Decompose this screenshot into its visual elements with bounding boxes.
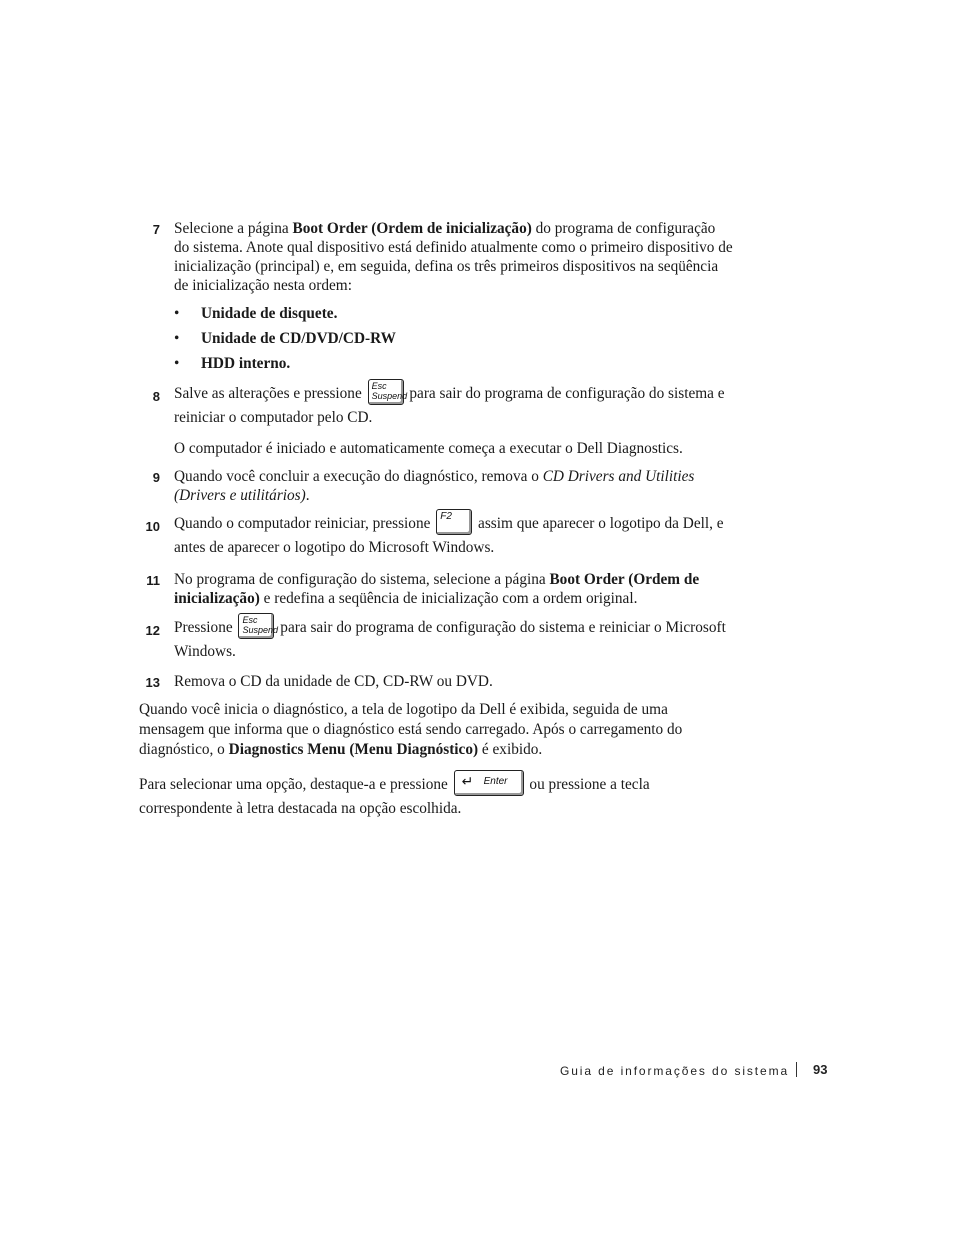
footer-title: Guia de informações do sistema [560,1064,790,1078]
menu-name-diagnostics: Diagnostics Menu (Menu Diagnóstico) [228,741,479,758]
bullet-mark: • [174,330,180,347]
step-number: 12 [145,623,160,638]
step-text: Quando o computador reiniciar, pressione [174,515,435,532]
step-11 [146,570,734,608]
paragraph-text: Quando você inicia o diagnóstico, a tela de logotipo da Dell é exibida, seguida de uma mensagem que informa que o diagnóstico está sendo carregado. Após o carregamento do diagnóstico, o [139,701,683,758]
step-text: Remova o CD da unidade de CD, CD-RW ou DVD. [174,673,493,690]
step-text: Pressione [174,619,237,636]
page-footer [560,1062,830,1080]
step-text: Quando você concluir a execução do diagnóstico, remova o [174,468,543,485]
step-text: para sair do programa de configuração do sistema e reiniciar o Microsoft Windows. [174,619,726,660]
bullet-label: Unidade de CD/DVD/CD-RW [201,330,396,347]
esc-key-icon: Esc Suspend [368,379,404,405]
step-8 [152,381,734,430]
f2-key-icon: F2 [436,509,472,535]
cd-title: CD Drivers and Utilities (Drivers e utilitários) [174,468,695,504]
step-number: 13 [145,675,160,690]
paragraph-text: Para selecionar uma opção, destaque-a e pressione [139,776,452,793]
step-text: assim que aparecer o logotipo da Dell, e antes de aparecer o logotipo do Microsoft Windows. [174,515,724,556]
step-number: 10 [145,519,160,534]
footer-divider [796,1062,797,1077]
bullet-label: Unidade de disquete. [201,305,338,322]
step-text: Salve as alterações e pressione [174,385,366,402]
step-number: 11 [146,573,160,588]
step-text: . [305,487,310,504]
step-7 [152,219,734,295]
bullet-mark: • [174,355,180,372]
step-text: No programa de configuração do sistema, selecione a página [174,571,550,588]
step-text: para sair do programa de configuração do sistema e reiniciar o computador pelo CD. [174,385,725,426]
bullet-mark: • [174,305,180,322]
enter-key-icon: ↵ Enter [454,770,524,796]
step-text: e redefina a seqüência de inicialização com a ordem original. [259,590,638,607]
step-12 [145,615,734,664]
paragraph-diagnostics [139,700,734,760]
step-number: 8 [152,389,160,404]
menu-name-boot-order: Boot Order (Ordem de inicialização) [292,220,532,237]
paragraph-text: ou pressione a tecla correspondente à letra destacada na opção escolhida. [139,776,650,817]
bullet-label: HDD interno. [201,355,291,372]
page-number: 93 [813,1062,828,1077]
paragraph-select-option [139,773,734,821]
step-note: O computador é iniciado e automaticamente começa a executar o Dell Diagnostics. [174,440,683,457]
esc-key-icon: Esc Suspend [238,613,274,639]
paragraph-text: é exibido. [478,741,543,758]
step-13 [145,672,734,691]
menu-name-boot-order: Boot Order (Ordem de inicialização) [174,571,700,607]
step-10 [145,511,734,560]
step-number: 9 [152,470,160,485]
step-number: 7 [152,222,160,237]
step-text: Selecione a página [174,220,293,237]
step-9 [152,467,734,505]
step-8-note [174,439,734,458]
step-text: do programa de configuração do sistema. Anote qual dispositivo está definido atualmente como o primeiro dispositivo de inicialização (principal) e, em seguida, defina os três primeiros dispositivos na seqüência de inicialização nesta ordem: [174,220,733,294]
